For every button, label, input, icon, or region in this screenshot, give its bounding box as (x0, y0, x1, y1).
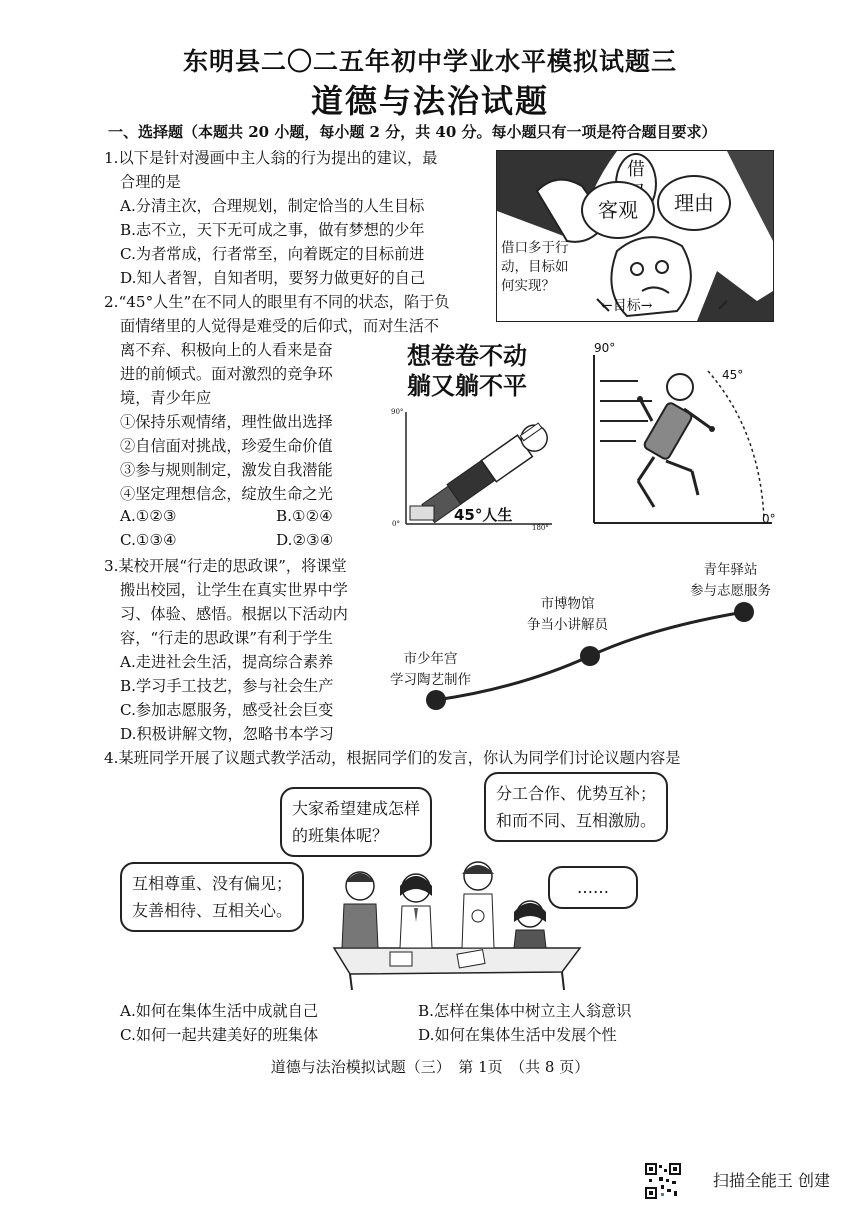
q2-stem-line1: 2.“45°人生”在不同人的眼里有不同的状态，陷于负 (104, 293, 450, 311)
arrow-left-icon: ← (601, 298, 613, 314)
q4-bubble-top-right-line2: 和而不同、互相激励。 (496, 811, 657, 830)
q2-45-life-label: 45°人生 (454, 506, 513, 524)
q4-option-c[interactable]: C.如何一起共建美好的班集体 (120, 1026, 319, 1044)
route-stop-2-activity: 争当小讲解员 (527, 617, 608, 633)
subject-title: 道德与法治试题 (310, 82, 549, 120)
cartoon-bubble-keguan: 客观 (581, 181, 655, 239)
q2-stem-line5: 境，青少年应 (120, 389, 212, 407)
arrow-right-icon: → (640, 298, 653, 314)
cartoon-caption-line1: 借口多于行 (501, 240, 569, 256)
q4-stem: 4.某班同学开展了议题式教学活动，根据同学们的发言，你认为同学们讨论议题内容是 (104, 749, 681, 767)
exam-title: 东明县二〇二五年初中学业水平模拟试题三 (182, 47, 677, 76)
q2-statement-2: ②自信面对挑战，珍爱生命价值 (120, 437, 333, 455)
q2-option-d[interactable]: D.②③④ (276, 531, 334, 549)
q3-stem-line2: 搬出校园，让学生在真实世界中学 (120, 581, 348, 599)
q2-right-axis-bottom: 0° (762, 512, 776, 526)
q2-statement-1: ①保持乐观情绪，理性做出选择 (120, 413, 333, 431)
q4-bubble-left-line1: 互相尊重、没有偏见； (132, 874, 293, 893)
q2-option-a[interactable]: A.①②③ (120, 507, 177, 525)
q4-bubble-top-right-line1: 分工合作、优势互补； (496, 784, 657, 803)
q2-option-c[interactable]: C.①③④ (120, 531, 177, 549)
q1-option-d[interactable]: D.知人者智，自知者明，要努力做更好的自己 (120, 269, 426, 287)
section-heading: 一、选择题（本题共 20 小题，每小题 2 分，共 40 分。每小题只有一项是符合题目要求） (108, 123, 717, 141)
q4-bubble-question (280, 787, 432, 857)
q2-figure-lying (390, 406, 555, 531)
q3-stem-line3: 习、体验、感悟。根据以下活动内 (120, 605, 348, 623)
q1-cartoon (496, 150, 774, 322)
q2-stem-line2: 面情绪里的人觉得是难受的后仰式，而对生活不 (120, 317, 439, 335)
route-stop-3-place: 青年驿站 (703, 562, 758, 578)
q2-right-axis-top: 90° (594, 341, 616, 355)
q3-option-c[interactable]: C.参加志愿服务，感受社会巨变 (120, 701, 334, 719)
q2-slogan-line1: 想卷卷不动 (407, 342, 527, 370)
qr-code-icon (645, 1163, 681, 1199)
route-stop-1-activity: 学习陶艺制作 (390, 672, 471, 688)
q3-stem-line4: 容，“行走的思政课”有利于学生 (120, 629, 333, 647)
q2-stem-line4: 进的前倾式。面对激烈的竞争环 (120, 365, 333, 383)
q4-option-b[interactable]: B.怎样在集体中树立主人翁意识 (418, 1002, 632, 1020)
route-stop-3 (734, 602, 754, 622)
cartoon-bubble-liyou: 理由 (657, 175, 731, 231)
page-footer: 道德与法治模拟试题（三） 第 1页 （共 8 页） (270, 1058, 590, 1076)
route-stop-1-place: 市少年宫 (403, 651, 458, 667)
cartoon-caption (501, 239, 569, 296)
q2-stem-line3: 离不弃、积极向上的人看来是奋 (120, 341, 333, 359)
q2-right-angle: 45° (722, 368, 744, 382)
cartoon-target-text: 目标 (612, 298, 641, 314)
q1-option-a[interactable]: A.分清主次，合理规划，制定恰当的人生目标 (120, 197, 425, 215)
q4-bubble-left-line2: 友善相待、互相关心。 (132, 901, 293, 920)
q1-stem-line2: 合理的是 (120, 173, 181, 191)
q4-bubble-right: …… (548, 866, 638, 909)
q4-option-d[interactable]: D.如何在集体生活中发展个性 (418, 1026, 617, 1044)
q2-left-axis-top: 90° (391, 408, 404, 416)
q4-option-a[interactable]: A.如何在集体生活中成就自己 (120, 1002, 319, 1020)
q3-option-a[interactable]: A.走进社会生活，提高综合素养 (120, 653, 334, 671)
q4-students-illustration (330, 852, 590, 992)
cartoon-bubble-jiekou-text: 借 (627, 159, 645, 180)
q2-left-axis-bottom-left: 0° (392, 520, 400, 528)
cartoon-target-label (601, 295, 652, 315)
q2-statement-3: ③参与规则制定，激发自我潜能 (120, 461, 333, 479)
q1-option-c[interactable]: C.为者常成，行者常至，向着既定的目标前进 (120, 245, 425, 263)
q4-bubble-left (120, 862, 304, 932)
q2-statement-4: ④坚定理想信念，绽放生命之光 (120, 485, 333, 503)
q3-option-d[interactable]: D.积极讲解文物，忽略书本学习 (120, 725, 334, 743)
q2-option-b[interactable]: B.①②④ (276, 507, 333, 525)
route-stop-3-label (690, 560, 771, 602)
route-stop-1-label (390, 649, 471, 691)
cartoon-caption-line3: 何实现？ (501, 278, 555, 294)
q4-bubble-question-line1: 大家希望建成怎样 (292, 799, 421, 818)
q2-figure-running (588, 341, 775, 529)
q2-figure-running-drawing (588, 341, 775, 529)
q3-option-b[interactable]: B.学习手工技艺，参与社会生产 (120, 677, 334, 695)
q3-stem-line1: 3.某校开展“行走的思政课”，将课堂 (104, 557, 347, 575)
q2-slogan-line2: 躺又躺不平 (407, 372, 527, 400)
q4-bubble-top-right (484, 772, 668, 842)
route-stop-2 (580, 646, 600, 666)
route-stop-2-label (527, 594, 608, 636)
route-stop-3-activity: 参与志愿服务 (690, 583, 771, 599)
q4-bubble-question-line2: 的班集体呢？ (292, 826, 389, 845)
q1-stem-line1: 1.以下是针对漫画中主人翁的行为提出的建议，最 (104, 149, 438, 167)
q1-option-b[interactable]: B.志不立，天下无可成之事，做有梦想的少年 (120, 221, 425, 239)
route-stop-2-place: 市博物馆 (540, 596, 595, 612)
cartoon-caption-line2: 动，目标如 (501, 259, 569, 275)
q2-slogan (407, 341, 527, 401)
route-stop-1 (426, 690, 446, 710)
scanner-watermark: 扫描全能王 创建 (712, 1171, 830, 1190)
q2-left-axis-bottom-right: 180° (532, 524, 549, 532)
